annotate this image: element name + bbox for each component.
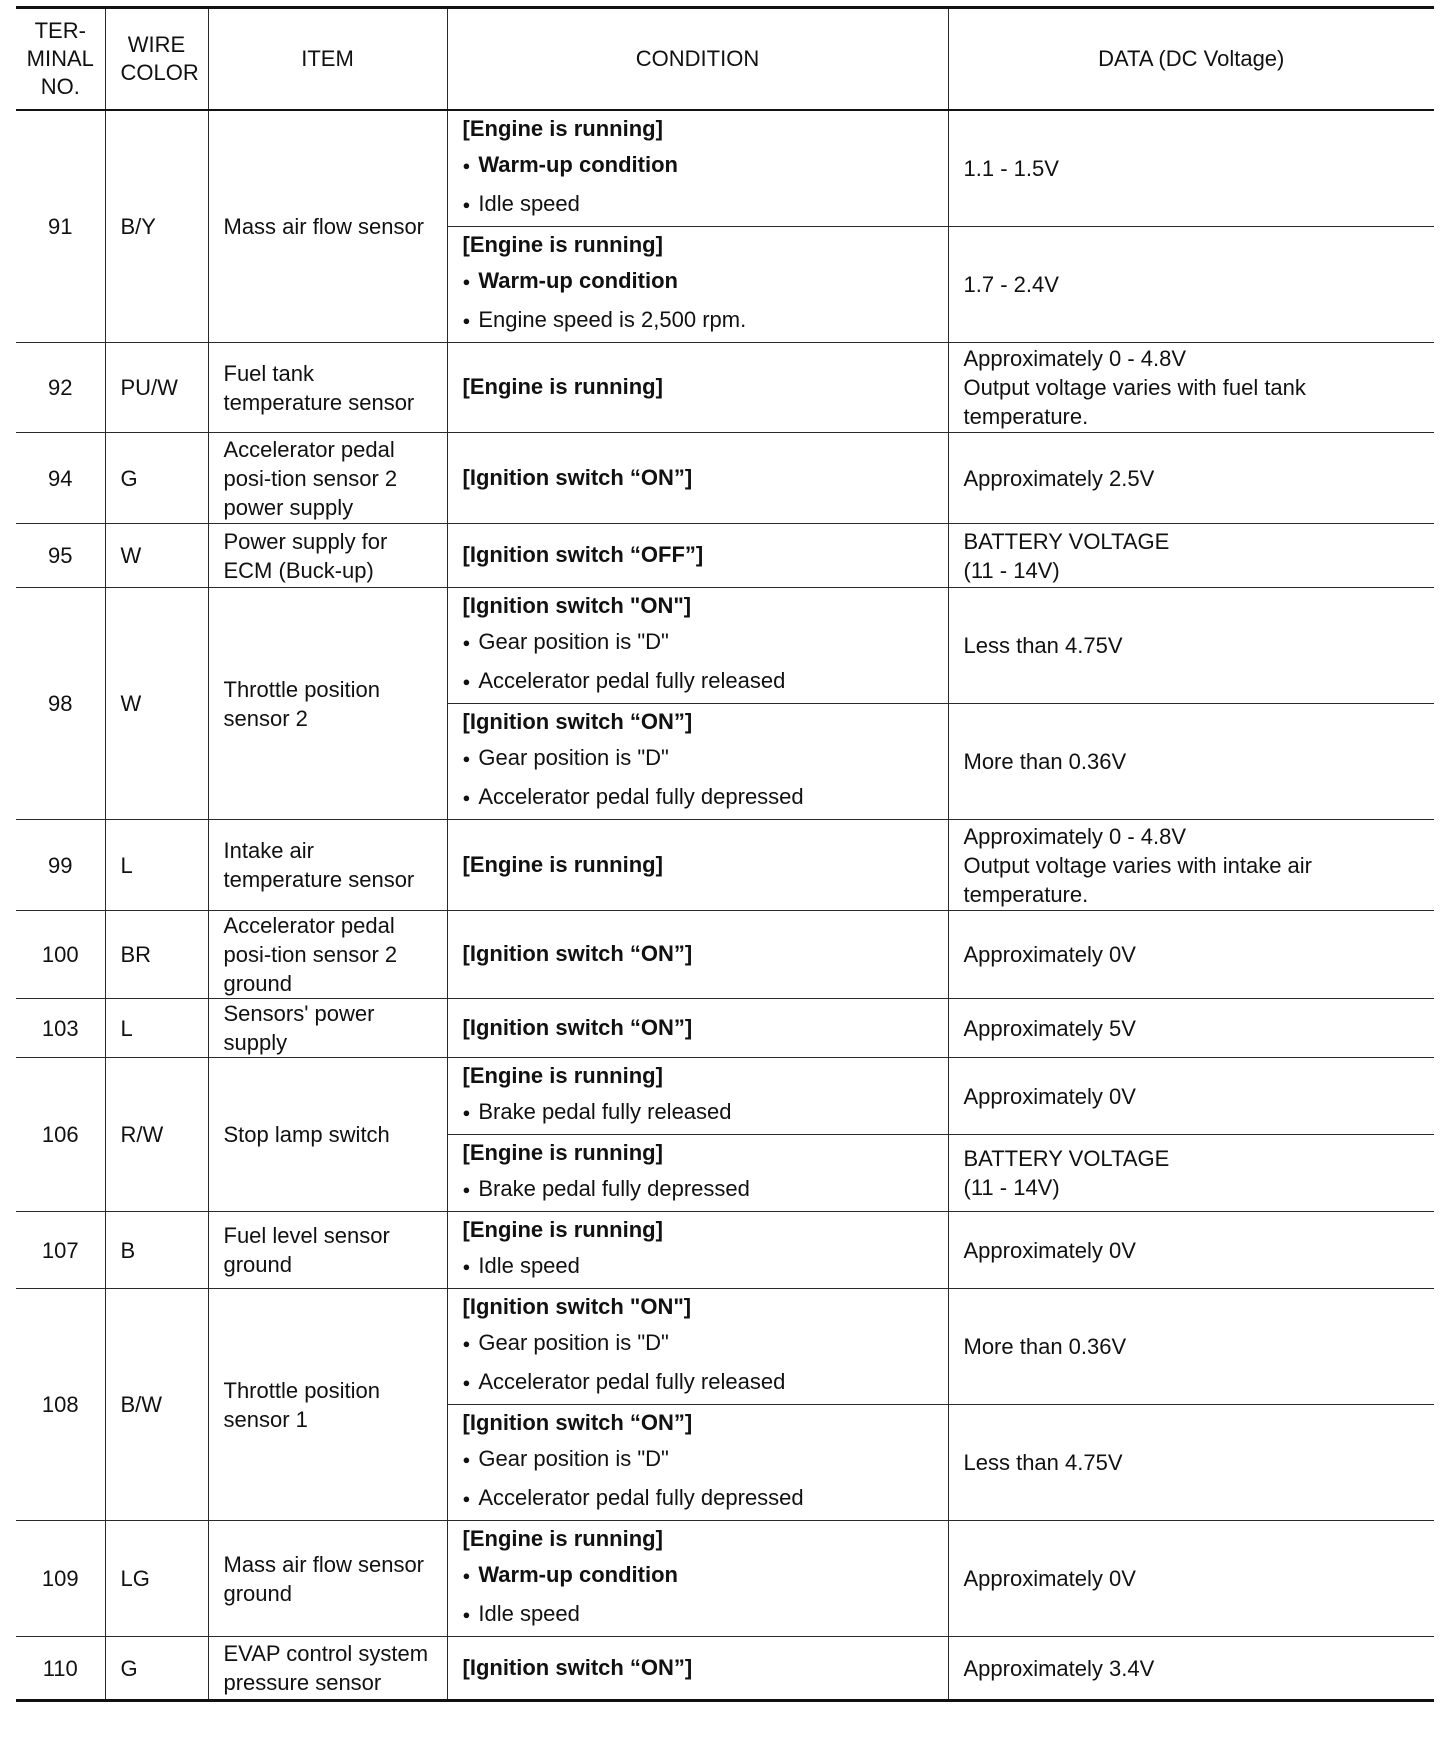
condition-bullet: ● Idle speed (463, 1599, 933, 1631)
terminal-number: 107 (16, 1212, 105, 1289)
data-voltage-cell (948, 110, 1434, 227)
condition-bullet: ● Idle speed (463, 1251, 933, 1283)
condition-cell (447, 227, 948, 343)
header-data: DATA (DC Voltage) (948, 8, 1434, 111)
condition-heading: [Engine is running] (462, 232, 663, 257)
condition-heading: [Ignition switch "ON"] (462, 593, 692, 618)
wire-color: PU/W (105, 343, 208, 433)
condition-bullet: ● Brake pedal fully depressed (463, 1174, 933, 1206)
data-voltage-value: More than 0.36V (963, 749, 1127, 774)
data-voltage-value: Less than 4.75V (963, 1450, 1123, 1475)
condition-cell (447, 1058, 948, 1135)
data-voltage-value: (11 - 14V) (963, 1175, 1060, 1200)
table-row (16, 1058, 1434, 1135)
header-wire-label: WIRE COLOR (120, 32, 199, 85)
item-name: Throttle position sensor 1 (208, 1289, 447, 1521)
condition-heading: [Engine is running] (462, 1526, 663, 1551)
condition-heading: [Engine is running] (462, 851, 663, 877)
terminal-number: 103 (16, 999, 105, 1058)
condition-bullet: ● Accelerator pedal fully depressed (463, 782, 933, 814)
condition-cell (447, 1521, 948, 1637)
wire-color: R/W (105, 1058, 208, 1212)
table-row (16, 911, 1434, 999)
data-voltage-value: Approximately 0 - 4.8V (963, 346, 1187, 371)
condition-heading: [Engine is running] (462, 1217, 663, 1242)
item-name: Stop lamp switch (208, 1058, 447, 1212)
condition-bullet: ● Warm-up condition (463, 1560, 933, 1592)
condition-bullet: ● Accelerator pedal fully depressed (463, 1483, 933, 1515)
data-voltage-value: Approximately 0V (963, 1237, 1136, 1263)
condition-heading: [Ignition switch "ON"] (462, 1294, 692, 1319)
terminal-number: 109 (16, 1521, 105, 1637)
condition-bullet: ● Warm-up condition (463, 150, 933, 182)
data-voltage-value: More than 0.36V (963, 1334, 1127, 1359)
item-name: Accelerator pedal posi-tion sensor 2 power supply (208, 433, 447, 524)
table-row (16, 110, 1434, 227)
wire-color: W (105, 524, 208, 588)
condition-heading: [Ignition switch “ON”] (462, 709, 693, 734)
data-voltage-cell (948, 820, 1434, 911)
data-voltage-value: Output voltage varies with fuel tank temperature. (963, 375, 1306, 429)
header-condition: CONDITION (447, 8, 948, 111)
item-name: EVAP control system pressure sensor (208, 1637, 447, 1701)
condition-bullet: ● Gear position is "D" (463, 1328, 933, 1360)
condition-heading: [Ignition switch “ON”] (462, 1654, 693, 1680)
condition-heading: [Ignition switch “ON”] (462, 1014, 693, 1040)
data-voltage-cell (948, 704, 1434, 820)
condition-heading: [Ignition switch “ON”] (462, 1410, 693, 1435)
item-name: Fuel tank temperature sensor (208, 343, 447, 433)
table-row (16, 1212, 1434, 1289)
data-voltage-cell (948, 911, 1434, 999)
data-voltage-cell (948, 343, 1434, 433)
wire-color: BR (105, 911, 208, 999)
data-voltage-cell (948, 1135, 1434, 1212)
data-voltage-value: Output voltage varies with intake air temperature. (963, 852, 1313, 907)
table-header (16, 8, 1434, 111)
data-voltage-value: Approximately 2.5V (963, 465, 1155, 491)
condition-heading: [Engine is running] (462, 1140, 663, 1165)
terminal-number: 108 (16, 1289, 105, 1521)
condition-heading: [Ignition switch “ON”] (462, 464, 693, 490)
condition-bullet: ● Idle speed (463, 189, 933, 221)
table-body (16, 110, 1434, 1701)
terminal-number: 100 (16, 911, 105, 999)
data-voltage-value: Approximately 0V (963, 942, 1136, 967)
condition-heading: [Engine is running] (462, 374, 663, 399)
data-voltage-cell (948, 227, 1434, 343)
data-voltage-value: Less than 4.75V (963, 633, 1123, 658)
item-name: Intake air temperature sensor (208, 820, 447, 911)
terminal-number: 99 (16, 820, 105, 911)
data-voltage-cell (948, 1637, 1434, 1701)
condition-cell (447, 1289, 948, 1405)
condition-cell (447, 1405, 948, 1521)
data-voltage-value: BATTERY VOLTAGE (963, 1146, 1170, 1171)
data-voltage-cell (948, 524, 1434, 588)
terminal-number: 94 (16, 433, 105, 524)
terminal-number: 95 (16, 524, 105, 588)
table-row (16, 524, 1434, 588)
header-wire-color (105, 8, 208, 111)
condition-cell (447, 110, 948, 227)
condition-bullet: ● Accelerator pedal fully released (463, 666, 933, 698)
data-voltage-value: Approximately 3.4V (963, 1655, 1155, 1681)
condition-cell (447, 588, 948, 704)
table-row (16, 343, 1434, 433)
table-row (16, 999, 1434, 1058)
condition-cell (447, 820, 948, 911)
data-voltage-cell (948, 999, 1434, 1058)
condition-cell (447, 911, 948, 999)
data-voltage-value: Approximately 0V (963, 1083, 1136, 1109)
condition-cell (447, 343, 948, 433)
item-name: Fuel level sensor ground (208, 1212, 447, 1289)
condition-cell (447, 433, 948, 524)
data-voltage-value: 1.1 - 1.5V (963, 156, 1059, 181)
wire-color: B (105, 1212, 208, 1289)
table-row (16, 820, 1434, 911)
data-voltage-value: Approximately 5V (963, 1015, 1136, 1041)
wire-color: L (105, 820, 208, 911)
item-name: Mass air flow sensor ground (208, 1521, 447, 1637)
header-terminal-no (16, 8, 105, 111)
terminal-number: 110 (16, 1637, 105, 1701)
data-voltage-value: Approximately 0V (963, 1566, 1136, 1591)
condition-cell (447, 704, 948, 820)
condition-cell (447, 999, 948, 1058)
item-name: Power supply for ECM (Buck-up) (208, 524, 447, 588)
terminal-number: 106 (16, 1058, 105, 1212)
wire-color: G (105, 1637, 208, 1701)
data-voltage-cell (948, 1289, 1434, 1405)
condition-bullet: ● Engine speed is 2,500 rpm. (463, 305, 933, 337)
condition-cell (447, 1212, 948, 1289)
condition-bullet: ● Gear position is "D" (463, 627, 933, 659)
data-voltage-cell (948, 1405, 1434, 1521)
table-row (16, 1521, 1434, 1637)
condition-bullet: ● Gear position is "D" (463, 1444, 933, 1476)
wire-color: B/Y (105, 110, 208, 343)
terminal-number: 91 (16, 110, 105, 343)
table-row (16, 433, 1434, 524)
wire-color: B/W (105, 1289, 208, 1521)
ecm-terminal-table (16, 6, 1434, 1702)
condition-cell (447, 1637, 948, 1701)
data-voltage-cell (948, 1058, 1434, 1135)
condition-cell (447, 1135, 948, 1212)
data-voltage-cell (948, 588, 1434, 704)
item-name: Throttle position sensor 2 (208, 588, 447, 820)
data-voltage-value: (11 - 14V) (963, 557, 1060, 583)
wire-color: LG (105, 1521, 208, 1637)
item-name: Accelerator pedal posi-tion sensor 2 ground (208, 911, 447, 999)
condition-heading: [Ignition switch “OFF”] (462, 542, 704, 567)
condition-bullet: ● Gear position is "D" (463, 743, 933, 775)
wire-color: L (105, 999, 208, 1058)
data-voltage-value: 1.7 - 2.4V (963, 272, 1059, 297)
data-voltage-cell (948, 1521, 1434, 1637)
header-terminal-label: TER- MINAL NO. (26, 18, 94, 99)
terminal-number: 98 (16, 588, 105, 820)
condition-cell (447, 524, 948, 588)
condition-bullet: ● Brake pedal fully released (463, 1097, 933, 1129)
condition-bullet: ● Warm-up condition (463, 266, 933, 298)
condition-heading: [Ignition switch “ON”] (462, 941, 693, 966)
data-voltage-cell (948, 1212, 1434, 1289)
data-voltage-cell (948, 433, 1434, 524)
condition-heading: [Engine is running] (462, 1063, 663, 1088)
condition-bullet: ● Accelerator pedal fully released (463, 1367, 933, 1399)
table-row (16, 1289, 1434, 1405)
wire-color: G (105, 433, 208, 524)
data-voltage-value: BATTERY VOLTAGE (963, 528, 1170, 554)
header-item: ITEM (208, 8, 447, 111)
table-row (16, 1637, 1434, 1701)
terminal-number: 92 (16, 343, 105, 433)
item-name: Sensors' power supply (208, 999, 447, 1058)
item-name: Mass air flow sensor (208, 110, 447, 343)
wire-color: W (105, 588, 208, 820)
data-voltage-value: Approximately 0 - 4.8V (963, 823, 1187, 849)
condition-heading: [Engine is running] (462, 116, 663, 141)
table-row (16, 588, 1434, 704)
